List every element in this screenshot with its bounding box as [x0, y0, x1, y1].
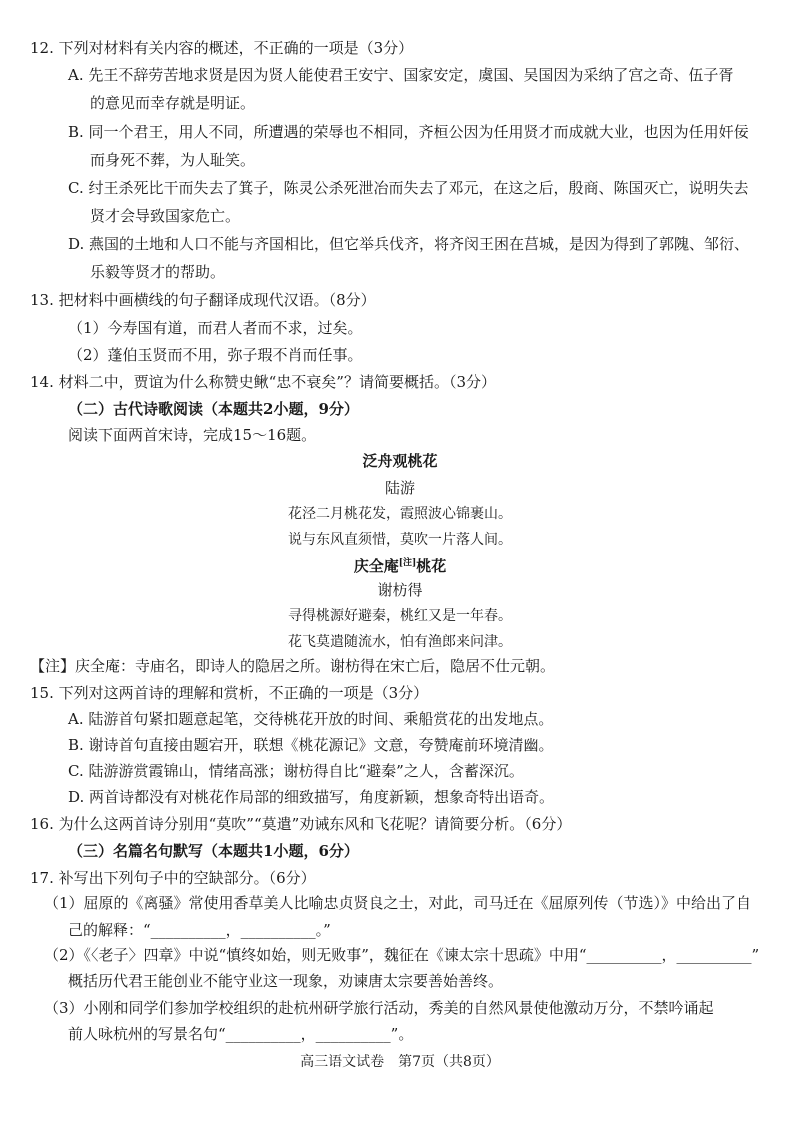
q12-option-d-line1: D. 燕国的土地和人口不能与齐国相比，但它举兵伐齐，将齐闵王困在莒城，是因为得到了郭隗、邹衍、 — [68, 235, 750, 253]
section2-intro: 阅读下面两首宋诗，完成15～16题。 — [68, 426, 317, 444]
poem1-author: 陆游 — [384, 479, 415, 497]
poem2-line-2: 花飞莫遣随流水，怕有渔郎来问津。 — [288, 634, 512, 650]
q16-stem: 16. 为什么这两首诗分别用“莫吹”“莫遣”劝诫东风和飞花呢？请简要分析。（6分） — [30, 815, 572, 833]
q13-sentence-1: （1）今寿国有道，而君人者而不求，过矣。 — [68, 319, 363, 337]
q17-item3-line2: 前人咏杭州的写景名句“__________，__________”。 — [68, 1025, 414, 1043]
q14-stem: 14. 材料二中，贾谊为什么称赞史鳅“忠不衰矣”？请简要概括。（3分） — [30, 373, 497, 391]
poem1-line-1: 花泾二月桃花发，霞照波心锦裹山。 — [288, 506, 512, 522]
q17-item2-line1: （2）《〈老子〉四章》中说“慎终如始，则无败事”，魏征在《谏太宗十思疏》中用“__________，__________” — [44, 946, 760, 964]
poem2-title-part-a: 庆全庵 — [353, 557, 399, 575]
q15-option-c: C. 陆游游赏霞锦山，情绪高涨；谢枋得自比“避秦”之人，含蓄深沉。 — [68, 762, 524, 780]
page-footer: 高三语文试卷 第7页（共8页） — [300, 1054, 500, 1070]
q12-stem: 12. 下列对材料有关内容的概述，不正确的一项是（3分） — [30, 39, 414, 57]
q17-item1-line1: （1）屈原的《离骚》常使用香草美人比喻忠贞贤良之士，对此，司马迁在《屈原列传（节选）》中给出了自 — [44, 894, 752, 912]
q12-option-a-line2: 的意见而幸存就是明证。 — [90, 94, 256, 112]
poem2-line-1: 寻得桃源好避秦，桃红又是一年春。 — [288, 608, 512, 624]
q15-stem: 15. 下列对这两首诗的理解和赏析，不正确的一项是（3分） — [30, 684, 429, 702]
poem2-title-note-marker: [注] — [398, 558, 417, 568]
section2-heading: （二）古代诗歌阅读（本题共2小题，9分） — [68, 400, 359, 418]
q12-option-c-line1: C. 纣王杀死比干而失去了箕子，陈灵公杀死泄冶而失去了邓元，在这之后，殷商、陈国灭亡，说明失去 — [68, 179, 749, 197]
q17-item3-line1: （3）小刚和同学们参加学校组织的赴杭州研学旅行活动，秀美的自然风景使他激动万分，不禁吟诵起 — [44, 999, 714, 1017]
q15-option-a: A. 陆游首句紧扣题意起笔，交待桃花开放的时间、乘船赏花的出发地点。 — [68, 710, 554, 728]
q17-item1-line2: 己的解释：“__________，__________。” — [68, 921, 331, 939]
poem1-title: 泛舟观桃花 — [362, 452, 438, 470]
q12-option-b-line1: B. 同一个君王，用人不同，所遭遇的荣辱也不相同，齐桓公因为任用贤才而成就大业，也因为任用奸佞 — [68, 123, 749, 141]
section3-heading: （三）名篇名句默写（本题共1小题，6分） — [68, 842, 359, 860]
q12-option-b-line2: 而身死不葬，为人耻笑。 — [90, 151, 256, 169]
q15-option-d: D. 两首诗都没有对桃花作局部的细致描写，角度新颖，想象奇特出语奇。 — [68, 788, 555, 806]
q17-item2-line2: 概括历代君王能创业不能守业这一现象，劝谏唐太宗要善始善终。 — [68, 972, 504, 990]
poem2-author: 谢枋得 — [377, 581, 423, 599]
q15-option-b: B. 谢诗首句直接由题宕开，联想《桃花源记》文意，夸赞庵前环境清幽。 — [68, 736, 554, 754]
q17-stem: 17. 补写出下列句子中的空缺部分。（6分） — [30, 869, 316, 887]
q12-option-a-line1: A. 先王不辞劳苦地求贤是因为贤人能使君王安宁、国家安定，虞国、吴国因为采纳了宫之奇、伍子胥 — [68, 66, 734, 84]
poem-note: 【注】庆全庵：寺庙名，即诗人的隐居之所。谢枋得在宋亡后，隐居不仕元朝。 — [30, 657, 556, 675]
q12-option-d-line2: 乐毅等贤才的帮助。 — [90, 263, 226, 281]
poem1-line-2: 说与东风直须惜，莫吹一片落人间。 — [288, 532, 512, 548]
poem2-title — [0, 553, 800, 576]
q12-option-c-line2: 贤才会导致国家危亡。 — [90, 207, 241, 225]
poem2-title-part-b: 桃花 — [416, 557, 447, 575]
q13-stem: 13. 把材料中画横线的句子翻译成现代汉语。（8分） — [30, 291, 376, 309]
q13-sentence-2: （2）蓬伯玉贤而不用，弥子瑕不肖而任事。 — [68, 346, 363, 364]
